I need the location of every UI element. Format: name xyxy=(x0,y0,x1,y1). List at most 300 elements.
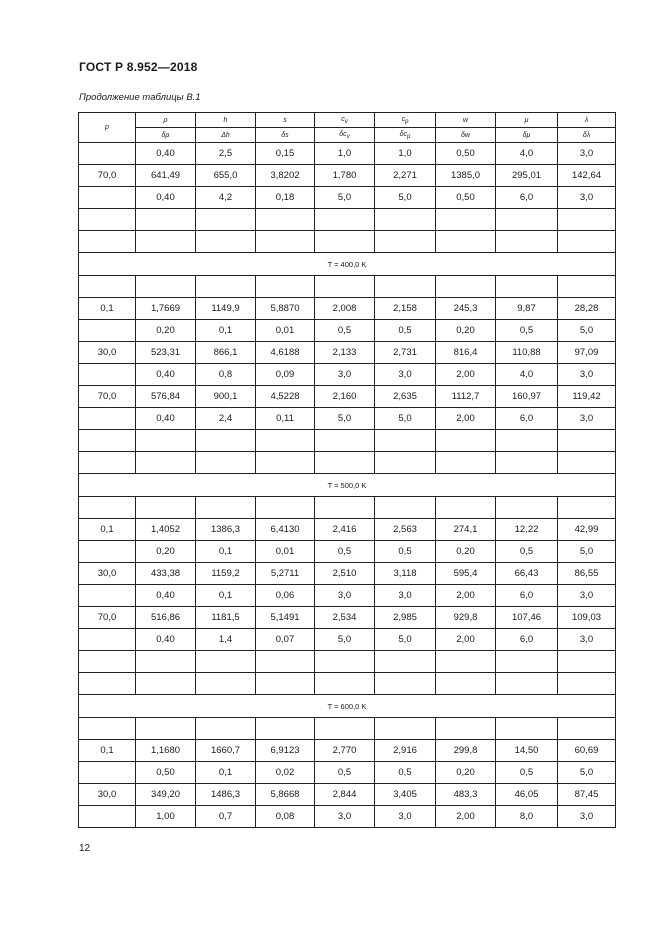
pressure-header: p xyxy=(79,113,136,143)
empty-cell xyxy=(436,651,496,673)
uncertainty-cell: 3,0 xyxy=(315,364,375,386)
value-cell: 160,97 xyxy=(496,386,558,408)
value-cell: 2,271 xyxy=(375,165,436,187)
value-cell: 46,05 xyxy=(496,784,558,806)
empty-cell xyxy=(136,497,196,519)
uncertainty-cell: 3,0 xyxy=(315,806,375,828)
pressure-cell xyxy=(79,541,136,563)
value-cell: 866,1 xyxy=(196,342,256,364)
value-cell: 4,5228 xyxy=(256,386,315,408)
value-cell: 349,20 xyxy=(136,784,196,806)
empty-row xyxy=(79,276,616,298)
empty-cell xyxy=(315,276,375,298)
empty-cell xyxy=(436,430,496,452)
uncertainty-cell: 0,40 xyxy=(136,585,196,607)
value-cell: 2,008 xyxy=(315,298,375,320)
uncertainty-cell: 0,5 xyxy=(375,541,436,563)
empty-row xyxy=(79,673,616,695)
value-cell: 1386,3 xyxy=(196,519,256,541)
uncertainty-cell: 0,20 xyxy=(436,320,496,342)
uncertainty-cell: 5,0 xyxy=(558,320,616,342)
uncertainty-cell: 5,0 xyxy=(375,408,436,430)
value-cell: 900,1 xyxy=(196,386,256,408)
empty-cell xyxy=(496,231,558,253)
col-header-viscosity: μ xyxy=(496,113,558,128)
empty-cell xyxy=(496,452,558,474)
uncertainty-cell: 3,0 xyxy=(558,143,616,165)
temperature-label: T = 600,0 K xyxy=(79,695,616,718)
value-cell: 66,43 xyxy=(496,563,558,585)
value-cell: 3,8202 xyxy=(256,165,315,187)
empty-cell xyxy=(496,497,558,519)
empty-cell xyxy=(79,497,136,519)
value-cell: 1,4052 xyxy=(136,519,196,541)
value-cell: 42,99 xyxy=(558,519,616,541)
table-row xyxy=(79,784,616,806)
value-cell: 12,22 xyxy=(496,519,558,541)
empty-cell xyxy=(436,276,496,298)
empty-cell xyxy=(436,231,496,253)
value-cell: 28,28 xyxy=(558,298,616,320)
uncertainty-cell: 0,5 xyxy=(375,320,436,342)
uncertainty-cell: 3,0 xyxy=(315,585,375,607)
value-cell: 5,2711 xyxy=(256,563,315,585)
uncertainty-cell: 2,00 xyxy=(436,364,496,386)
empty-cell xyxy=(315,452,375,474)
empty-cell xyxy=(196,651,256,673)
value-cell: 2,534 xyxy=(315,607,375,629)
value-cell: 1385,0 xyxy=(436,165,496,187)
uncertainty-cell: 2,00 xyxy=(436,806,496,828)
empty-cell xyxy=(136,718,196,740)
table-row xyxy=(79,762,616,784)
value-cell: 274,1 xyxy=(436,519,496,541)
uncertainty-cell: 0,5 xyxy=(496,762,558,784)
empty-cell xyxy=(196,452,256,474)
uncertainty-cell: 0,5 xyxy=(315,762,375,784)
uncertainty-cell: 4,0 xyxy=(496,364,558,386)
value-cell: 5,8870 xyxy=(256,298,315,320)
uncertainty-cell: 0,02 xyxy=(256,762,315,784)
col-header-enthalpy-unc: Δh xyxy=(196,128,256,143)
uncertainty-cell: 0,18 xyxy=(256,187,315,209)
empty-cell xyxy=(375,673,436,695)
empty-cell xyxy=(375,452,436,474)
col-header-cv: $c_v$ xyxy=(315,113,375,128)
empty-cell xyxy=(256,673,315,695)
table-row xyxy=(79,607,616,629)
empty-cell xyxy=(79,651,136,673)
empty-cell xyxy=(436,673,496,695)
table-row xyxy=(79,143,616,165)
empty-cell xyxy=(315,673,375,695)
col-header-conductivity-unc: δλ xyxy=(558,128,616,143)
uncertainty-cell: 4,0 xyxy=(496,143,558,165)
uncertainty-cell: 3,0 xyxy=(558,806,616,828)
value-cell: 1,1680 xyxy=(136,740,196,762)
empty-cell xyxy=(375,497,436,519)
temperature-label: T = 400,0 K xyxy=(79,253,616,276)
table-row xyxy=(79,364,616,386)
value-cell: 1,780 xyxy=(315,165,375,187)
uncertainty-cell: 0,1 xyxy=(196,320,256,342)
empty-cell xyxy=(558,452,616,474)
temperature-section-row xyxy=(79,474,616,497)
table-row xyxy=(79,585,616,607)
value-cell: 2,770 xyxy=(315,740,375,762)
empty-cell xyxy=(315,209,375,231)
value-cell: 655,0 xyxy=(196,165,256,187)
empty-cell xyxy=(375,209,436,231)
empty-cell xyxy=(136,651,196,673)
uncertainty-cell: 1,4 xyxy=(196,629,256,651)
table-row xyxy=(79,298,616,320)
uncertainty-cell: 0,09 xyxy=(256,364,315,386)
uncertainty-cell: 6,0 xyxy=(496,629,558,651)
pressure-cell xyxy=(79,762,136,784)
empty-cell xyxy=(558,497,616,519)
empty-cell xyxy=(79,452,136,474)
value-cell: 816,4 xyxy=(436,342,496,364)
value-cell: 4,6188 xyxy=(256,342,315,364)
empty-cell xyxy=(256,452,315,474)
empty-cell xyxy=(558,651,616,673)
pressure-cell: 30,0 xyxy=(79,342,136,364)
value-cell: 2,416 xyxy=(315,519,375,541)
pressure-cell xyxy=(79,143,136,165)
col-header-cp: $c_p$ xyxy=(375,113,436,128)
value-cell: 109,03 xyxy=(558,607,616,629)
col-header-density: ρ xyxy=(136,113,196,128)
empty-cell xyxy=(496,430,558,452)
col-header-viscosity-unc: δμ xyxy=(496,128,558,143)
uncertainty-cell: 0,15 xyxy=(256,143,315,165)
uncertainty-cell: 2,4 xyxy=(196,408,256,430)
value-cell: 110,88 xyxy=(496,342,558,364)
empty-cell xyxy=(196,209,256,231)
col-header-cv-unc: $\delta c_v$ xyxy=(315,128,375,143)
uncertainty-cell: 5,0 xyxy=(315,629,375,651)
empty-cell xyxy=(256,651,315,673)
empty-cell xyxy=(436,497,496,519)
value-cell: 2,133 xyxy=(315,342,375,364)
uncertainty-cell: 3,0 xyxy=(558,187,616,209)
value-cell: 1112,7 xyxy=(436,386,496,408)
empty-row xyxy=(79,718,616,740)
col-header-sound-speed: w xyxy=(436,113,496,128)
value-cell: 299,8 xyxy=(436,740,496,762)
value-cell: 86,55 xyxy=(558,563,616,585)
uncertainty-cell: 6,0 xyxy=(496,585,558,607)
pressure-cell: 0,1 xyxy=(79,740,136,762)
empty-cell xyxy=(136,673,196,695)
uncertainty-cell: 0,40 xyxy=(136,364,196,386)
empty-cell xyxy=(375,231,436,253)
uncertainty-cell: 5,0 xyxy=(558,762,616,784)
value-cell: 97,09 xyxy=(558,342,616,364)
uncertainty-cell: 0,40 xyxy=(136,143,196,165)
uncertainty-cell: 3,0 xyxy=(558,585,616,607)
empty-cell xyxy=(136,452,196,474)
empty-cell xyxy=(79,673,136,695)
uncertainty-cell: 0,50 xyxy=(436,187,496,209)
uncertainty-cell: 6,0 xyxy=(496,408,558,430)
table-row xyxy=(79,386,616,408)
empty-cell xyxy=(196,231,256,253)
empty-row xyxy=(79,231,616,253)
table-row xyxy=(79,519,616,541)
temperature-section-row xyxy=(79,695,616,718)
uncertainty-cell: 0,20 xyxy=(436,762,496,784)
empty-cell xyxy=(315,651,375,673)
value-cell: 595,4 xyxy=(436,563,496,585)
uncertainty-cell: 0,40 xyxy=(136,408,196,430)
uncertainty-cell: 0,5 xyxy=(315,541,375,563)
uncertainty-cell: 3,0 xyxy=(558,629,616,651)
value-cell: 576,84 xyxy=(136,386,196,408)
col-header-entropy-unc: δs xyxy=(256,128,315,143)
value-cell: 483,3 xyxy=(436,784,496,806)
document-title: ГОСТ Р 8.952—2018 xyxy=(79,60,198,74)
empty-cell xyxy=(136,231,196,253)
pressure-cell xyxy=(79,629,136,651)
empty-cell xyxy=(256,430,315,452)
uncertainty-cell: 5,0 xyxy=(315,187,375,209)
value-cell: 2,158 xyxy=(375,298,436,320)
value-cell: 6,4130 xyxy=(256,519,315,541)
uncertainty-cell: 0,01 xyxy=(256,320,315,342)
empty-cell xyxy=(196,718,256,740)
empty-cell xyxy=(436,718,496,740)
uncertainty-cell: 0,5 xyxy=(315,320,375,342)
uncertainty-cell: 5,0 xyxy=(375,629,436,651)
uncertainty-cell: 3,0 xyxy=(375,364,436,386)
uncertainty-cell: 1,00 xyxy=(136,806,196,828)
value-cell: 1,7669 xyxy=(136,298,196,320)
data-table xyxy=(78,112,616,828)
pressure-cell xyxy=(79,320,136,342)
uncertainty-cell: 0,40 xyxy=(136,187,196,209)
value-cell: 119,42 xyxy=(558,386,616,408)
value-cell: 60,69 xyxy=(558,740,616,762)
uncertainty-cell: 3,0 xyxy=(558,408,616,430)
table-row xyxy=(79,629,616,651)
value-cell: 295,01 xyxy=(496,165,558,187)
uncertainty-cell: 0,20 xyxy=(136,320,196,342)
uncertainty-cell: 4,2 xyxy=(196,187,256,209)
table-row xyxy=(79,320,616,342)
empty-cell xyxy=(496,651,558,673)
value-cell: 245,3 xyxy=(436,298,496,320)
page-number: 12 xyxy=(79,843,91,854)
uncertainty-cell: 2,5 xyxy=(196,143,256,165)
value-cell: 9,87 xyxy=(496,298,558,320)
uncertainty-cell: 0,5 xyxy=(496,320,558,342)
empty-cell xyxy=(136,209,196,231)
header-row-symbols xyxy=(79,113,616,128)
empty-cell xyxy=(256,718,315,740)
uncertainty-cell: 3,0 xyxy=(375,806,436,828)
value-cell: 1149,9 xyxy=(196,298,256,320)
table-row xyxy=(79,408,616,430)
value-cell: 2,731 xyxy=(375,342,436,364)
value-cell: 2,563 xyxy=(375,519,436,541)
empty-row xyxy=(79,209,616,231)
empty-cell xyxy=(196,497,256,519)
value-cell: 2,510 xyxy=(315,563,375,585)
empty-cell xyxy=(256,497,315,519)
uncertainty-cell: 0,07 xyxy=(256,629,315,651)
header-row-uncertainties xyxy=(79,128,616,143)
uncertainty-cell: 2,00 xyxy=(436,408,496,430)
value-cell: 1159,2 xyxy=(196,563,256,585)
value-cell: 3,118 xyxy=(375,563,436,585)
table-row xyxy=(79,342,616,364)
uncertainty-cell: 2,00 xyxy=(436,629,496,651)
uncertainty-cell: 3,0 xyxy=(558,364,616,386)
value-cell: 14,50 xyxy=(496,740,558,762)
empty-cell xyxy=(79,430,136,452)
col-header-conductivity: λ xyxy=(558,113,616,128)
uncertainty-cell: 2,00 xyxy=(436,585,496,607)
value-cell: 516,86 xyxy=(136,607,196,629)
value-cell: 523,31 xyxy=(136,342,196,364)
empty-cell xyxy=(79,276,136,298)
uncertainty-cell: 0,7 xyxy=(196,806,256,828)
pressure-cell: 30,0 xyxy=(79,784,136,806)
pressure-cell: 30,0 xyxy=(79,563,136,585)
uncertainty-cell: 1,0 xyxy=(315,143,375,165)
uncertainty-cell: 0,8 xyxy=(196,364,256,386)
col-header-enthalpy: h xyxy=(196,113,256,128)
empty-cell xyxy=(496,673,558,695)
empty-cell xyxy=(256,231,315,253)
value-cell: 433,38 xyxy=(136,563,196,585)
empty-cell xyxy=(315,497,375,519)
uncertainty-cell: 0,50 xyxy=(136,762,196,784)
uncertainty-cell: 5,0 xyxy=(558,541,616,563)
empty-cell xyxy=(315,430,375,452)
uncertainty-cell: 1,0 xyxy=(375,143,436,165)
uncertainty-cell: 0,01 xyxy=(256,541,315,563)
empty-cell xyxy=(79,209,136,231)
table-body xyxy=(79,113,616,828)
pressure-cell: 70,0 xyxy=(79,607,136,629)
uncertainty-cell: 3,0 xyxy=(375,585,436,607)
empty-cell xyxy=(136,276,196,298)
empty-cell xyxy=(196,276,256,298)
value-cell: 107,46 xyxy=(496,607,558,629)
pressure-cell xyxy=(79,585,136,607)
uncertainty-cell: 0,5 xyxy=(375,762,436,784)
empty-row xyxy=(79,452,616,474)
empty-cell xyxy=(558,673,616,695)
value-cell: 87,45 xyxy=(558,784,616,806)
empty-cell xyxy=(136,430,196,452)
pressure-cell xyxy=(79,806,136,828)
empty-cell xyxy=(315,231,375,253)
value-cell: 142,64 xyxy=(558,165,616,187)
empty-cell xyxy=(375,651,436,673)
value-cell: 2,916 xyxy=(375,740,436,762)
pressure-cell xyxy=(79,187,136,209)
value-cell: 1486,3 xyxy=(196,784,256,806)
uncertainty-cell: 0,08 xyxy=(256,806,315,828)
value-cell: 5,1491 xyxy=(256,607,315,629)
pressure-cell: 0,1 xyxy=(79,519,136,541)
empty-row xyxy=(79,497,616,519)
uncertainty-cell: 0,11 xyxy=(256,408,315,430)
uncertainty-cell: 5,0 xyxy=(375,187,436,209)
empty-cell xyxy=(375,276,436,298)
value-cell: 5,8668 xyxy=(256,784,315,806)
uncertainty-cell: 0,1 xyxy=(196,762,256,784)
value-cell: 1181,5 xyxy=(196,607,256,629)
empty-cell xyxy=(256,209,315,231)
pressure-cell xyxy=(79,408,136,430)
empty-cell xyxy=(558,430,616,452)
value-cell: 3,405 xyxy=(375,784,436,806)
empty-cell xyxy=(256,276,315,298)
empty-cell xyxy=(315,718,375,740)
empty-cell xyxy=(375,430,436,452)
empty-cell xyxy=(558,276,616,298)
empty-cell xyxy=(558,209,616,231)
value-cell: 641,49 xyxy=(136,165,196,187)
pressure-cell xyxy=(79,364,136,386)
empty-row xyxy=(79,651,616,673)
value-cell: 6,9123 xyxy=(256,740,315,762)
temperature-section-row xyxy=(79,253,616,276)
empty-row xyxy=(79,430,616,452)
uncertainty-cell: 0,1 xyxy=(196,585,256,607)
uncertainty-cell: 0,20 xyxy=(136,541,196,563)
pressure-cell: 70,0 xyxy=(79,165,136,187)
table-row xyxy=(79,165,616,187)
table-row xyxy=(79,541,616,563)
empty-cell xyxy=(496,276,558,298)
col-header-density-unc: δρ xyxy=(136,128,196,143)
empty-cell xyxy=(79,718,136,740)
empty-cell xyxy=(436,452,496,474)
temperature-label: T = 500,0 K xyxy=(79,474,616,497)
table-row xyxy=(79,740,616,762)
pressure-cell: 70,0 xyxy=(79,386,136,408)
empty-cell xyxy=(558,231,616,253)
uncertainty-cell: 0,1 xyxy=(196,541,256,563)
pressure-cell: 0,1 xyxy=(79,298,136,320)
table-row xyxy=(79,806,616,828)
value-cell: 1660,7 xyxy=(196,740,256,762)
uncertainty-cell: 0,50 xyxy=(436,143,496,165)
uncertainty-cell: 0,5 xyxy=(496,541,558,563)
value-cell: 2,985 xyxy=(375,607,436,629)
value-cell: 2,635 xyxy=(375,386,436,408)
col-header-sound-speed-unc: δw xyxy=(436,128,496,143)
uncertainty-cell: 8,0 xyxy=(496,806,558,828)
empty-cell xyxy=(496,718,558,740)
uncertainty-cell: 5,0 xyxy=(315,408,375,430)
col-header-cp-unc: $\delta c_p$ xyxy=(375,128,436,143)
uncertainty-cell: 0,40 xyxy=(136,629,196,651)
uncertainty-cell: 6,0 xyxy=(496,187,558,209)
table-row xyxy=(79,563,616,585)
empty-cell xyxy=(558,718,616,740)
uncertainty-cell: 0,06 xyxy=(256,585,315,607)
value-cell: 2,160 xyxy=(315,386,375,408)
uncertainty-cell: 0,20 xyxy=(436,541,496,563)
table-caption: Продолжение таблицы В.1 xyxy=(79,92,201,103)
